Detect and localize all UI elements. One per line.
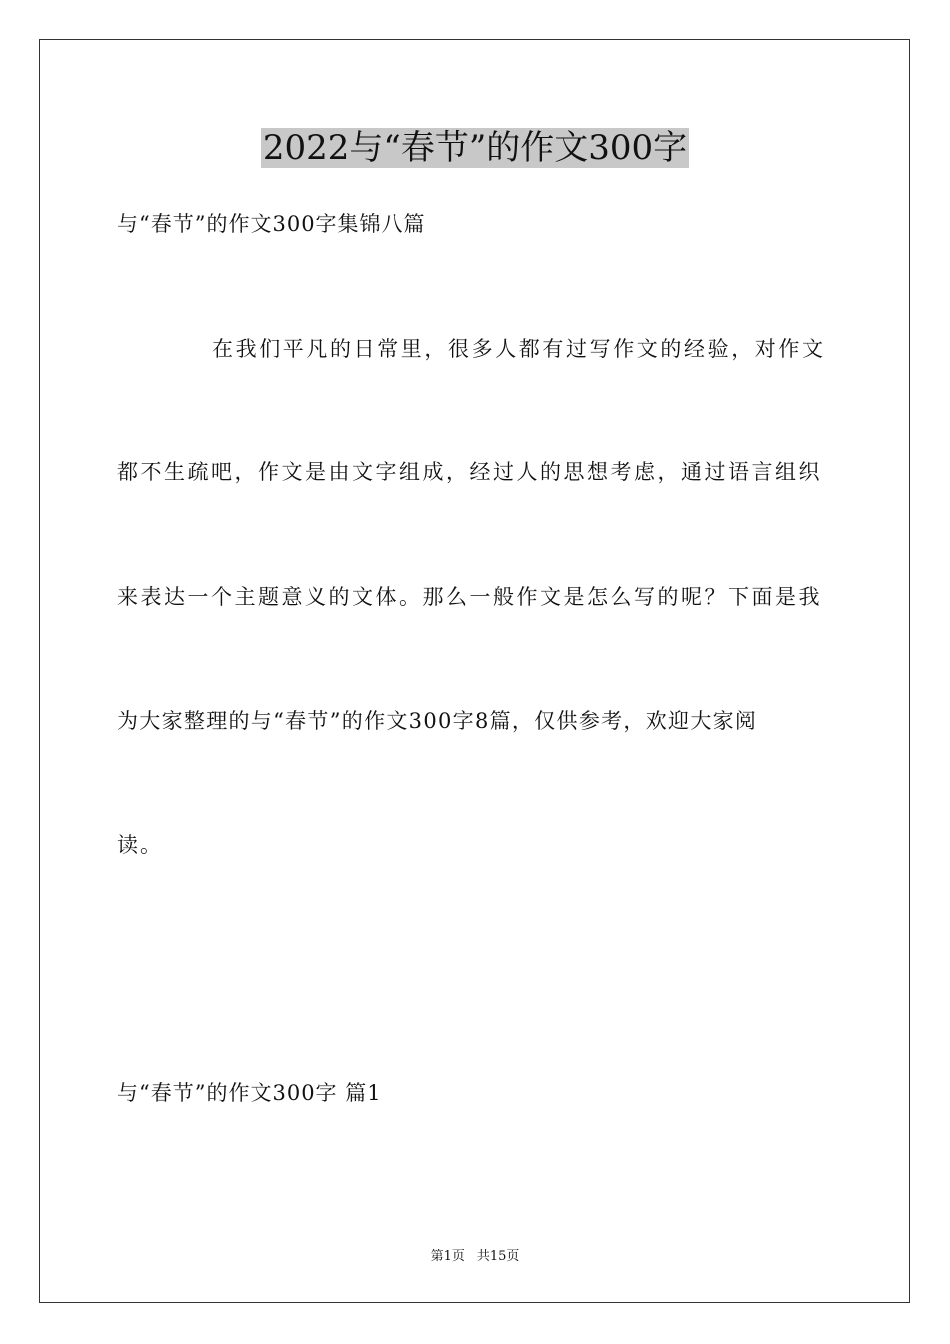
document-subtitle: 与“春节”的作文300字集锦八篇	[117, 212, 426, 236]
paragraph-line-4: 为大家整理的与“春节”的作文300字8篇，仅供参考，欢迎大家阅	[117, 709, 758, 733]
paragraph-line-3: 来表达一个主题意义的文体。那么一般作文是怎么写的呢？下面是我	[117, 585, 822, 609]
page-total: 共15页	[476, 1249, 520, 1264]
page-number: 第1页	[430, 1249, 465, 1264]
document-title-text: 2022与“春节”的作文300字	[262, 128, 688, 168]
paragraph-line-2: 都不生疏吧，作文是由文字组成，经过人的思想考虑，通过语言组织	[117, 460, 822, 484]
document-title	[0, 124, 950, 172]
paragraph-line-1: 在我们平凡的日常里，很多人都有过写作文的经验，对作文	[212, 337, 826, 361]
paragraph-line-5: 读。	[117, 833, 163, 857]
page-footer	[0, 1247, 950, 1267]
section-heading: 与“春节”的作文300字 篇1	[117, 1081, 382, 1105]
